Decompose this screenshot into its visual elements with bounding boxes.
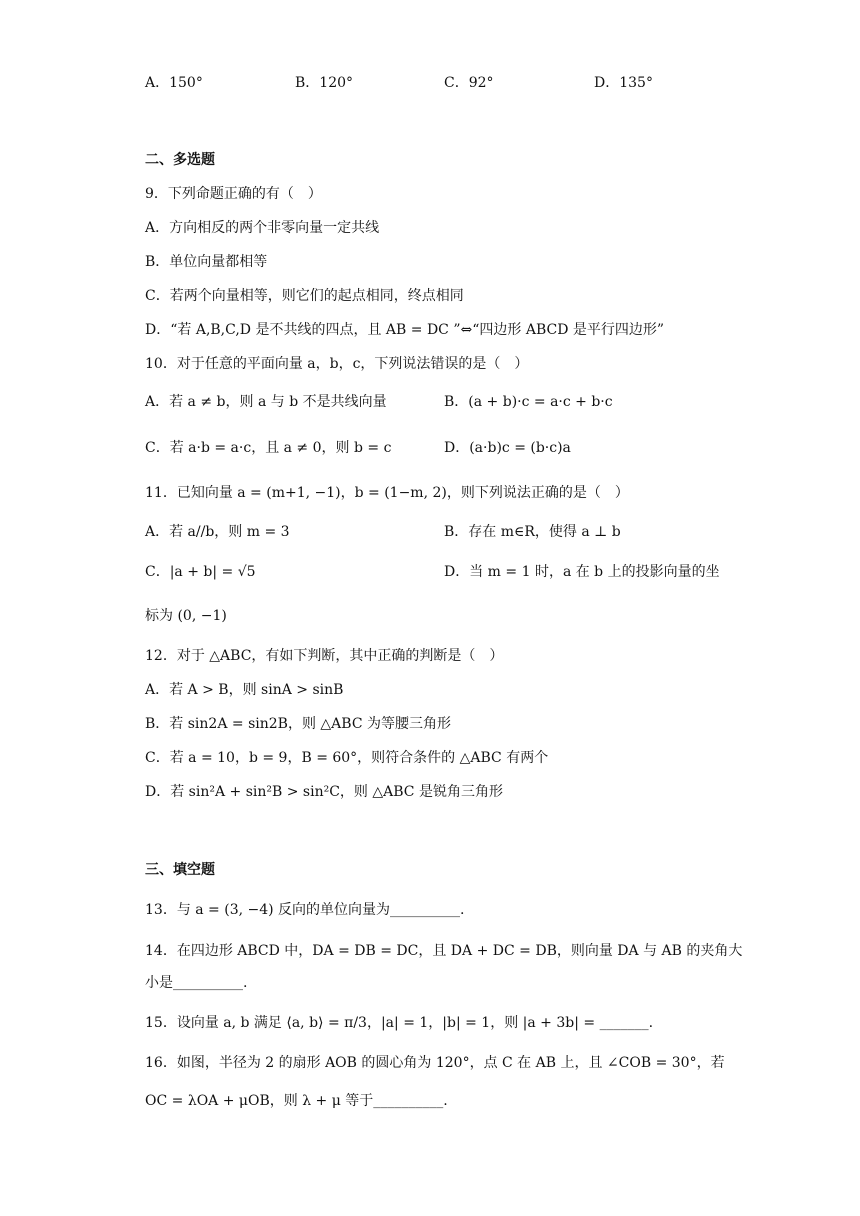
q11-option-d-continuation: 标为 (0, −1)	[145, 608, 227, 624]
q9-option-a: A．方向相反的两个非零向量一定共线	[145, 220, 380, 236]
q16-line-2: OC = λOA + μOB，则 λ + μ 等于__________.	[145, 1093, 448, 1109]
q11-option-c: C．|a + b| = √5	[145, 564, 256, 580]
q10-option-c: C．若 a·b = a·c，且 a ≠ 0，则 b = c	[145, 440, 392, 456]
q8-option-a: A．150°	[145, 75, 203, 91]
q9-option-b: B．单位向量都相等	[145, 254, 268, 270]
q12-stem: 12．对于 △ABC，有如下判断，其中正确的判断是（ ）	[145, 648, 504, 664]
q11-stem: 11．已知向量 a = (m+1, −1)，b = (1−m, 2)，则下列说法正确的是（ ）	[145, 485, 629, 501]
q8-option-c: C．92°	[444, 75, 494, 91]
q11-option-a: A．若 a//b，则 m = 3	[145, 524, 290, 540]
q13: 13．与 a = (3, −4) 反向的单位向量为__________.	[145, 902, 465, 918]
q10-option-b: B．(a + b)·c = a·c + b·c	[444, 394, 613, 410]
section-heading-multiple-choice: 二、多选题	[145, 152, 215, 168]
q9-option-d: D．“若 A,B,C,D 是不共线的四点，且 AB = DC ”⇔“四边形 ABCD 是平行四边形”	[145, 322, 665, 338]
q15: 15．设向量 a, b 满足 ⟨a, b⟩ = π/3，|a| = 1，|b| = 1，则 |a + 3b| = _______.	[145, 1015, 654, 1031]
q8-option-d: D．135°	[594, 75, 653, 91]
q16-line-1: 16．如图，半径为 2 的扇形 AOB 的圆心角为 120°，点 C 在 AB 上，且 ∠COB = 30°，若	[145, 1055, 725, 1071]
q12-option-d: D．若 sin²A + sin²B > sin²C，则 △ABC 是锐角三角形	[145, 784, 503, 800]
q14-line-2: 小是__________.	[145, 975, 248, 991]
q11-option-d: D．当 m = 1 时，a 在 b 上的投影向量的坐	[444, 564, 720, 580]
q12-option-c: C．若 a = 10，b = 9，B = 60°，则符合条件的 △ABC 有两个	[145, 750, 549, 766]
section-heading-fill-in: 三、填空题	[145, 862, 215, 878]
q10-stem: 10．对于任意的平面向量 a，b，c，下列说法错误的是（ ）	[145, 356, 529, 372]
q9-option-c: C．若两个向量相等，则它们的起点相同，终点相同	[145, 288, 464, 304]
q10-option-a: A．若 a ≠ b，则 a 与 b 不是共线向量	[145, 394, 387, 410]
q8-option-b: B．120°	[295, 75, 354, 91]
q10-option-d: D．(a·b)c = (b·c)a	[444, 440, 571, 456]
q12-option-b: B．若 sin2A = sin2B，则 △ABC 为等腰三角形	[145, 716, 451, 732]
q14-line-1: 14．在四边形 ABCD 中，DA = DB = DC，且 DA + DC = DB，则向量 DA 与 AB 的夹角大	[145, 943, 743, 959]
q11-option-b: B．存在 m∈R，使得 a ⊥ b	[444, 524, 621, 540]
q12-option-a: A．若 A > B，则 sinA > sinB	[145, 682, 344, 698]
q9-stem: 9．下列命题正确的有（ ）	[145, 186, 322, 202]
